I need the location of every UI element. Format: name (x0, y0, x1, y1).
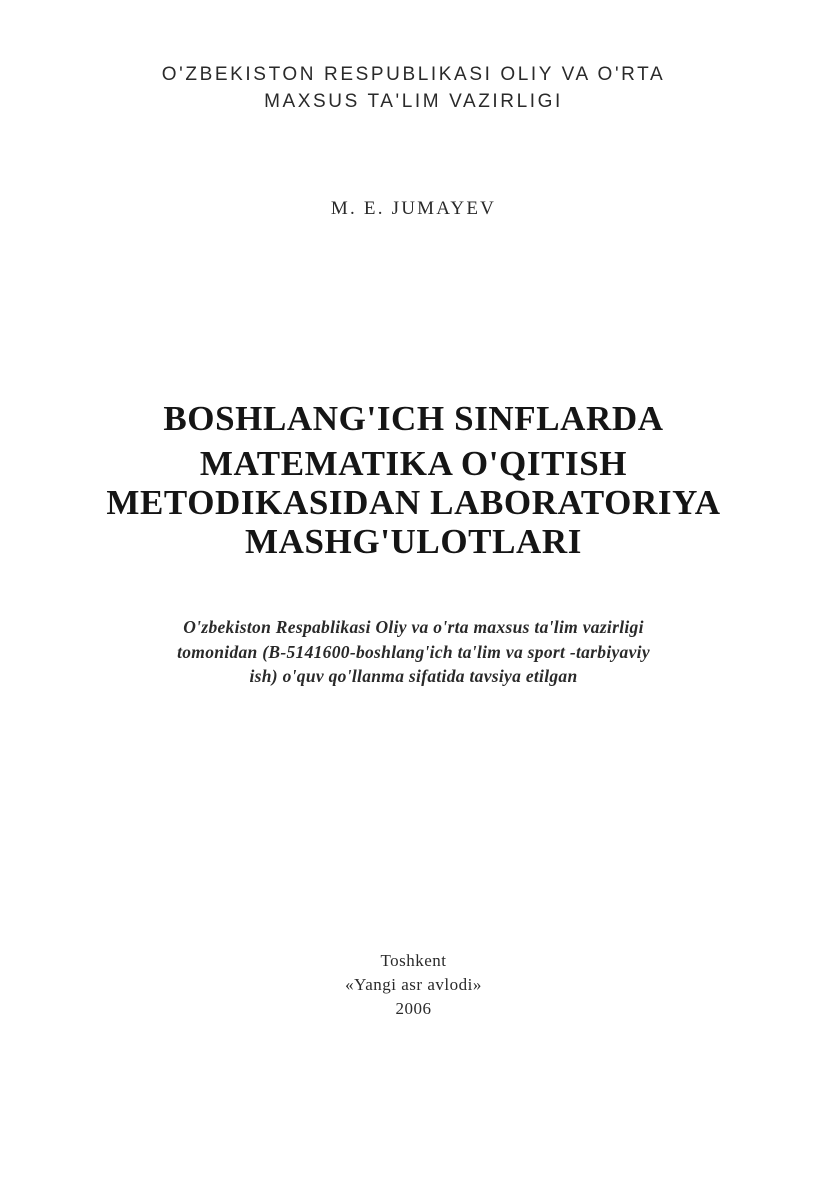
book-title-line-2: MATEMATIKA O'QITISH (199, 444, 628, 483)
book-title-line-3: METODIKASIDAN LABORATORIYA (106, 483, 721, 522)
ministry-line-1: O'ZBEKISTON RESPUBLIKASI OLIY VA O'RTA (161, 64, 666, 85)
author-name: M. E. JUMAYEV (330, 198, 497, 219)
book-title-line-4: MASHG'ULOTLARI (244, 522, 583, 561)
book-title-line-1: BOSHLANG'ICH SINFLARDA (163, 399, 664, 438)
approval-line-3: ish) o'quv qo'llanma sifatida tavsiya etilgan (249, 666, 578, 686)
ministry-line-2: MAXSUS TA'LIM VAZIRLIGI (264, 91, 563, 112)
approval-line-1: O'zbekiston Respablikasi Oliy va o'rta maxsus ta'lim vazirligi (183, 617, 644, 637)
imprint-publisher: «Yangi asr avlodi» (345, 975, 482, 994)
approval-line-2: tomonidan (B-5141600-boshlang'ich ta'lim va sport -tarbiyaviy (177, 642, 650, 662)
imprint-year: 2006 (395, 999, 432, 1018)
imprint-city: Toshkent (380, 951, 447, 970)
